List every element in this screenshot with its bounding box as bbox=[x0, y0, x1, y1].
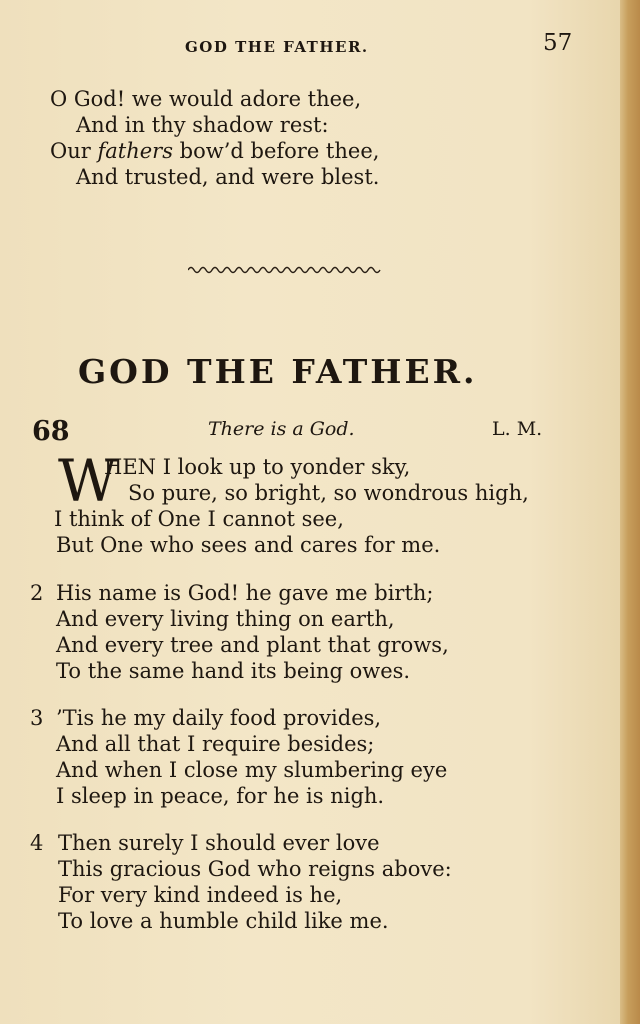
verse-number: 3 bbox=[30, 706, 44, 730]
drop-cap: W bbox=[58, 447, 118, 515]
verse-line: Then surely I should ever love bbox=[58, 831, 380, 855]
verse-line: I think of One I cannot see, bbox=[54, 507, 344, 531]
hymn-number: 68 bbox=[32, 416, 70, 447]
stanza-line: And in thy shadow rest: bbox=[76, 113, 329, 137]
verse-line: His name is God! he gave me birth; bbox=[56, 581, 434, 605]
wavy-divider-ornament bbox=[188, 264, 384, 276]
verse-line: I sleep in peace, for he is nigh. bbox=[56, 784, 385, 808]
verse-line: HEN I look up to yonder sky, bbox=[104, 455, 411, 479]
section-title: GOD THE FATHER. bbox=[78, 352, 478, 391]
verse-line: And when I close my slumbering eye bbox=[56, 758, 448, 782]
verse-line: And every tree and plant that grows, bbox=[56, 633, 449, 657]
verse-line: And all that I require besides; bbox=[56, 732, 375, 756]
verse-line: But One who sees and cares for me. bbox=[56, 533, 441, 557]
verse-number: 4 bbox=[30, 831, 44, 855]
verse-line: So pure, so bright, so wondrous high, bbox=[128, 481, 529, 505]
page-number: 57 bbox=[543, 30, 573, 56]
running-head: GOD THE FATHER. bbox=[185, 38, 369, 56]
verse-line: To love a humble child like me. bbox=[58, 909, 389, 933]
stanza-line: And trusted, and were blest. bbox=[76, 165, 380, 189]
hymn-meter: L. M. bbox=[492, 418, 543, 440]
verse-line: ’Tis he my daily food provides, bbox=[56, 706, 382, 730]
verse-number: 2 bbox=[30, 581, 44, 605]
verse-line: To the same hand its being owes. bbox=[56, 659, 411, 683]
verse-line: And every living thing on earth, bbox=[56, 607, 395, 631]
verse-line: This gracious God who reigns above: bbox=[58, 857, 452, 881]
stanza-line: Our fathers bow’d before thee, bbox=[50, 139, 380, 163]
stanza-line: O God! we would adore thee, bbox=[50, 87, 362, 111]
page-edge bbox=[620, 0, 640, 1024]
hymn-subtitle: There is a God. bbox=[208, 418, 355, 440]
verse-line: For very kind indeed is he, bbox=[58, 883, 343, 907]
